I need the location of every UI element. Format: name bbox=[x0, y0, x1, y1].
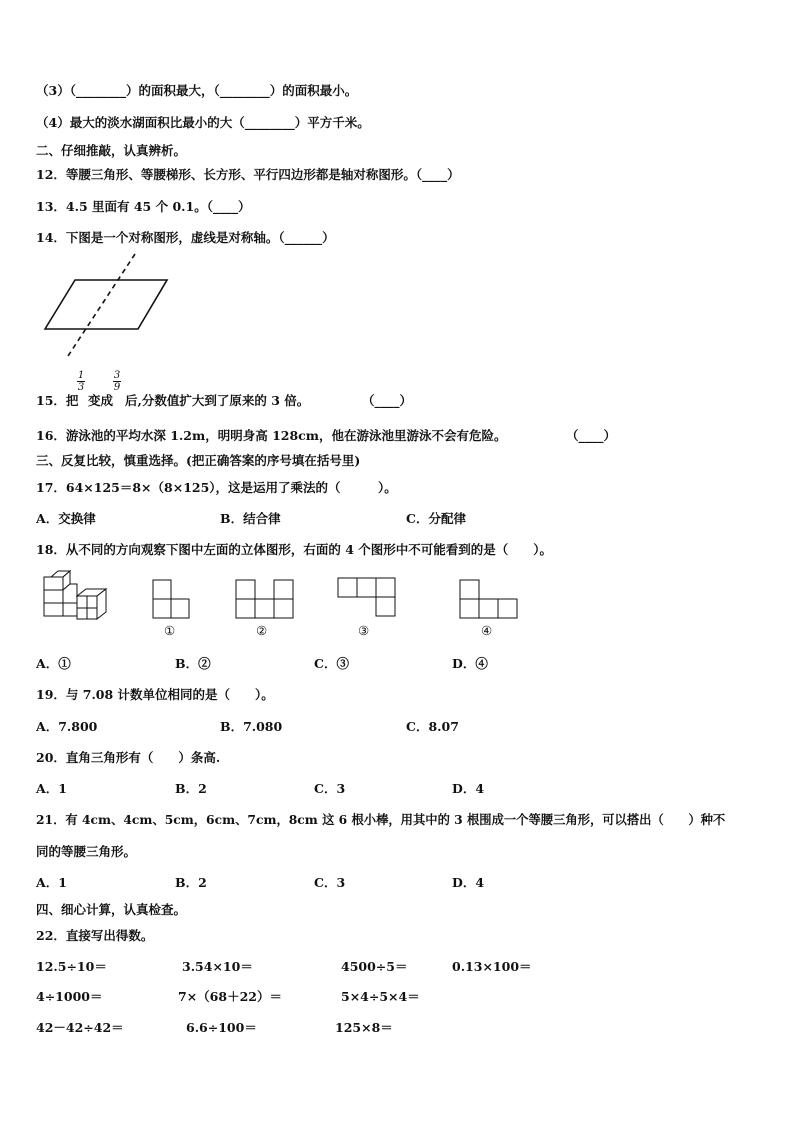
q15-middle: 变成 bbox=[88, 393, 114, 408]
q18-option-d[interactable]: D．④ bbox=[452, 656, 488, 671]
q19-option-a[interactable]: A．7.800 bbox=[36, 719, 98, 734]
q18-view-3 bbox=[336, 576, 400, 620]
calc-item: 42－42÷42＝ bbox=[36, 1020, 124, 1035]
q18-text: 18．从不同的方向观察下图中左面的立体图形，右面的 4 个图形中不可能看到的是（ ）。 bbox=[36, 542, 553, 557]
fraction-from-numerator: 1 bbox=[77, 370, 85, 381]
q14-parallelogram-figure bbox=[40, 252, 180, 360]
section-3-heading: 三、反复比较，慎重选择。(把正确答案的序号填在括号里) bbox=[36, 453, 361, 468]
q11-part4: （4）最大的淡水湖面积比最小的大（________）平方千米。 bbox=[36, 115, 370, 130]
q21-text-line1: 21．有 4cm、4cm、5cm，6cm、7cm，8cm 这 6 根小棒，用其中的 3 根围成一个等腰三角形，可以搭出（ ）种不 bbox=[36, 812, 726, 827]
calc-item: 125×8＝ bbox=[335, 1020, 393, 1035]
q18-label-4: ④ bbox=[481, 623, 493, 638]
q15-fraction-to bbox=[112, 370, 122, 393]
q19-option-b[interactable]: B．7.080 bbox=[220, 719, 283, 734]
q20-option-d[interactable]: D．4 bbox=[452, 781, 485, 796]
q21-option-c[interactable]: C．3 bbox=[314, 875, 346, 890]
q19-text: 19．与 7.08 计数单位相同的是（ ）。 bbox=[36, 687, 274, 702]
parallelogram-shape bbox=[45, 280, 167, 329]
section-4-heading: 四、细心计算，认真检查。 bbox=[36, 902, 187, 917]
q21-text-line2: 同的等腰三角形。 bbox=[36, 844, 137, 859]
q19-option-c[interactable]: C．8.07 bbox=[406, 719, 459, 734]
calc-item: 12.5÷10＝ bbox=[36, 959, 107, 974]
q18-label-1: ① bbox=[164, 623, 176, 638]
q17-text: 17．64×125＝8×（8×125），这是运用了乘法的（ ）。 bbox=[36, 480, 397, 495]
q18-option-a[interactable]: A．① bbox=[36, 656, 71, 671]
q21-option-b[interactable]: B．2 bbox=[175, 875, 207, 890]
q21-option-d[interactable]: D．4 bbox=[452, 875, 485, 890]
q11-part3: （3）（________）的面积最大，（________）的面积最小。 bbox=[36, 83, 358, 98]
q15-fraction-from bbox=[76, 370, 86, 393]
q17-option-b[interactable]: B．结合律 bbox=[220, 511, 281, 526]
q14-text: 14．下图是一个对称图形，虚线是对称轴。（______） bbox=[36, 230, 335, 245]
calc-item: 4÷1000＝ bbox=[36, 989, 103, 1004]
q18-option-b[interactable]: B．② bbox=[175, 656, 211, 671]
q18-option-c[interactable]: C．③ bbox=[314, 656, 349, 671]
q21-option-a[interactable]: A．1 bbox=[36, 875, 67, 890]
section-2-heading: 二、仔细推敲，认真辨析。 bbox=[36, 143, 187, 158]
calc-item: 7×（68＋22）＝ bbox=[178, 989, 282, 1004]
fraction-to-denominator: 9 bbox=[113, 382, 121, 393]
q18-view-2 bbox=[234, 578, 298, 620]
dashed-axis-line bbox=[68, 254, 135, 356]
q18-label-3: ③ bbox=[358, 623, 370, 638]
q18-label-2: ② bbox=[256, 623, 268, 638]
q17-option-a[interactable]: A．交换律 bbox=[36, 511, 96, 526]
q20-text: 20．直角三角形有（ ）条高. bbox=[36, 750, 221, 765]
calc-item: 0.13×100＝ bbox=[452, 959, 532, 974]
calc-item: 4500÷5＝ bbox=[341, 959, 408, 974]
q16-text: 16．游泳池的平均水深 1.2m，明明身高 128cm，他在游泳池里游泳不会有危险。 bbox=[36, 428, 507, 443]
q13-text: 13．4.5 里面有 45 个 0.1。（____） bbox=[36, 199, 251, 214]
q15-answer-blank[interactable]: （____） bbox=[362, 393, 413, 408]
fraction-from-denominator: 3 bbox=[77, 382, 85, 393]
q20-option-b[interactable]: B．2 bbox=[175, 781, 207, 796]
fraction-to-numerator: 3 bbox=[113, 370, 121, 381]
calc-item: 3.54×10＝ bbox=[182, 959, 253, 974]
q15-prefix: 15．把 bbox=[36, 393, 79, 408]
q22-text: 22．直接写出得数。 bbox=[36, 928, 154, 943]
q16-answer-blank[interactable]: （____） bbox=[566, 428, 617, 443]
q17-option-c[interactable]: C．分配律 bbox=[406, 511, 466, 526]
q20-option-c[interactable]: C．3 bbox=[314, 781, 346, 796]
calc-item: 6.6÷100＝ bbox=[186, 1020, 257, 1035]
q20-option-a[interactable]: A．1 bbox=[36, 781, 67, 796]
q18-view-4 bbox=[458, 578, 522, 620]
calc-item: 5×4÷5×4＝ bbox=[341, 989, 420, 1004]
q18-view-1 bbox=[150, 578, 194, 620]
q18-cube-solid-figure bbox=[40, 570, 112, 628]
q12-text: 12．等腰三角形、等腰梯形、长方形、平行四边形都是轴对称图形。（____） bbox=[36, 167, 460, 182]
q15-suffix: 后,分数值扩大到了原来的 3 倍。 bbox=[125, 393, 310, 408]
